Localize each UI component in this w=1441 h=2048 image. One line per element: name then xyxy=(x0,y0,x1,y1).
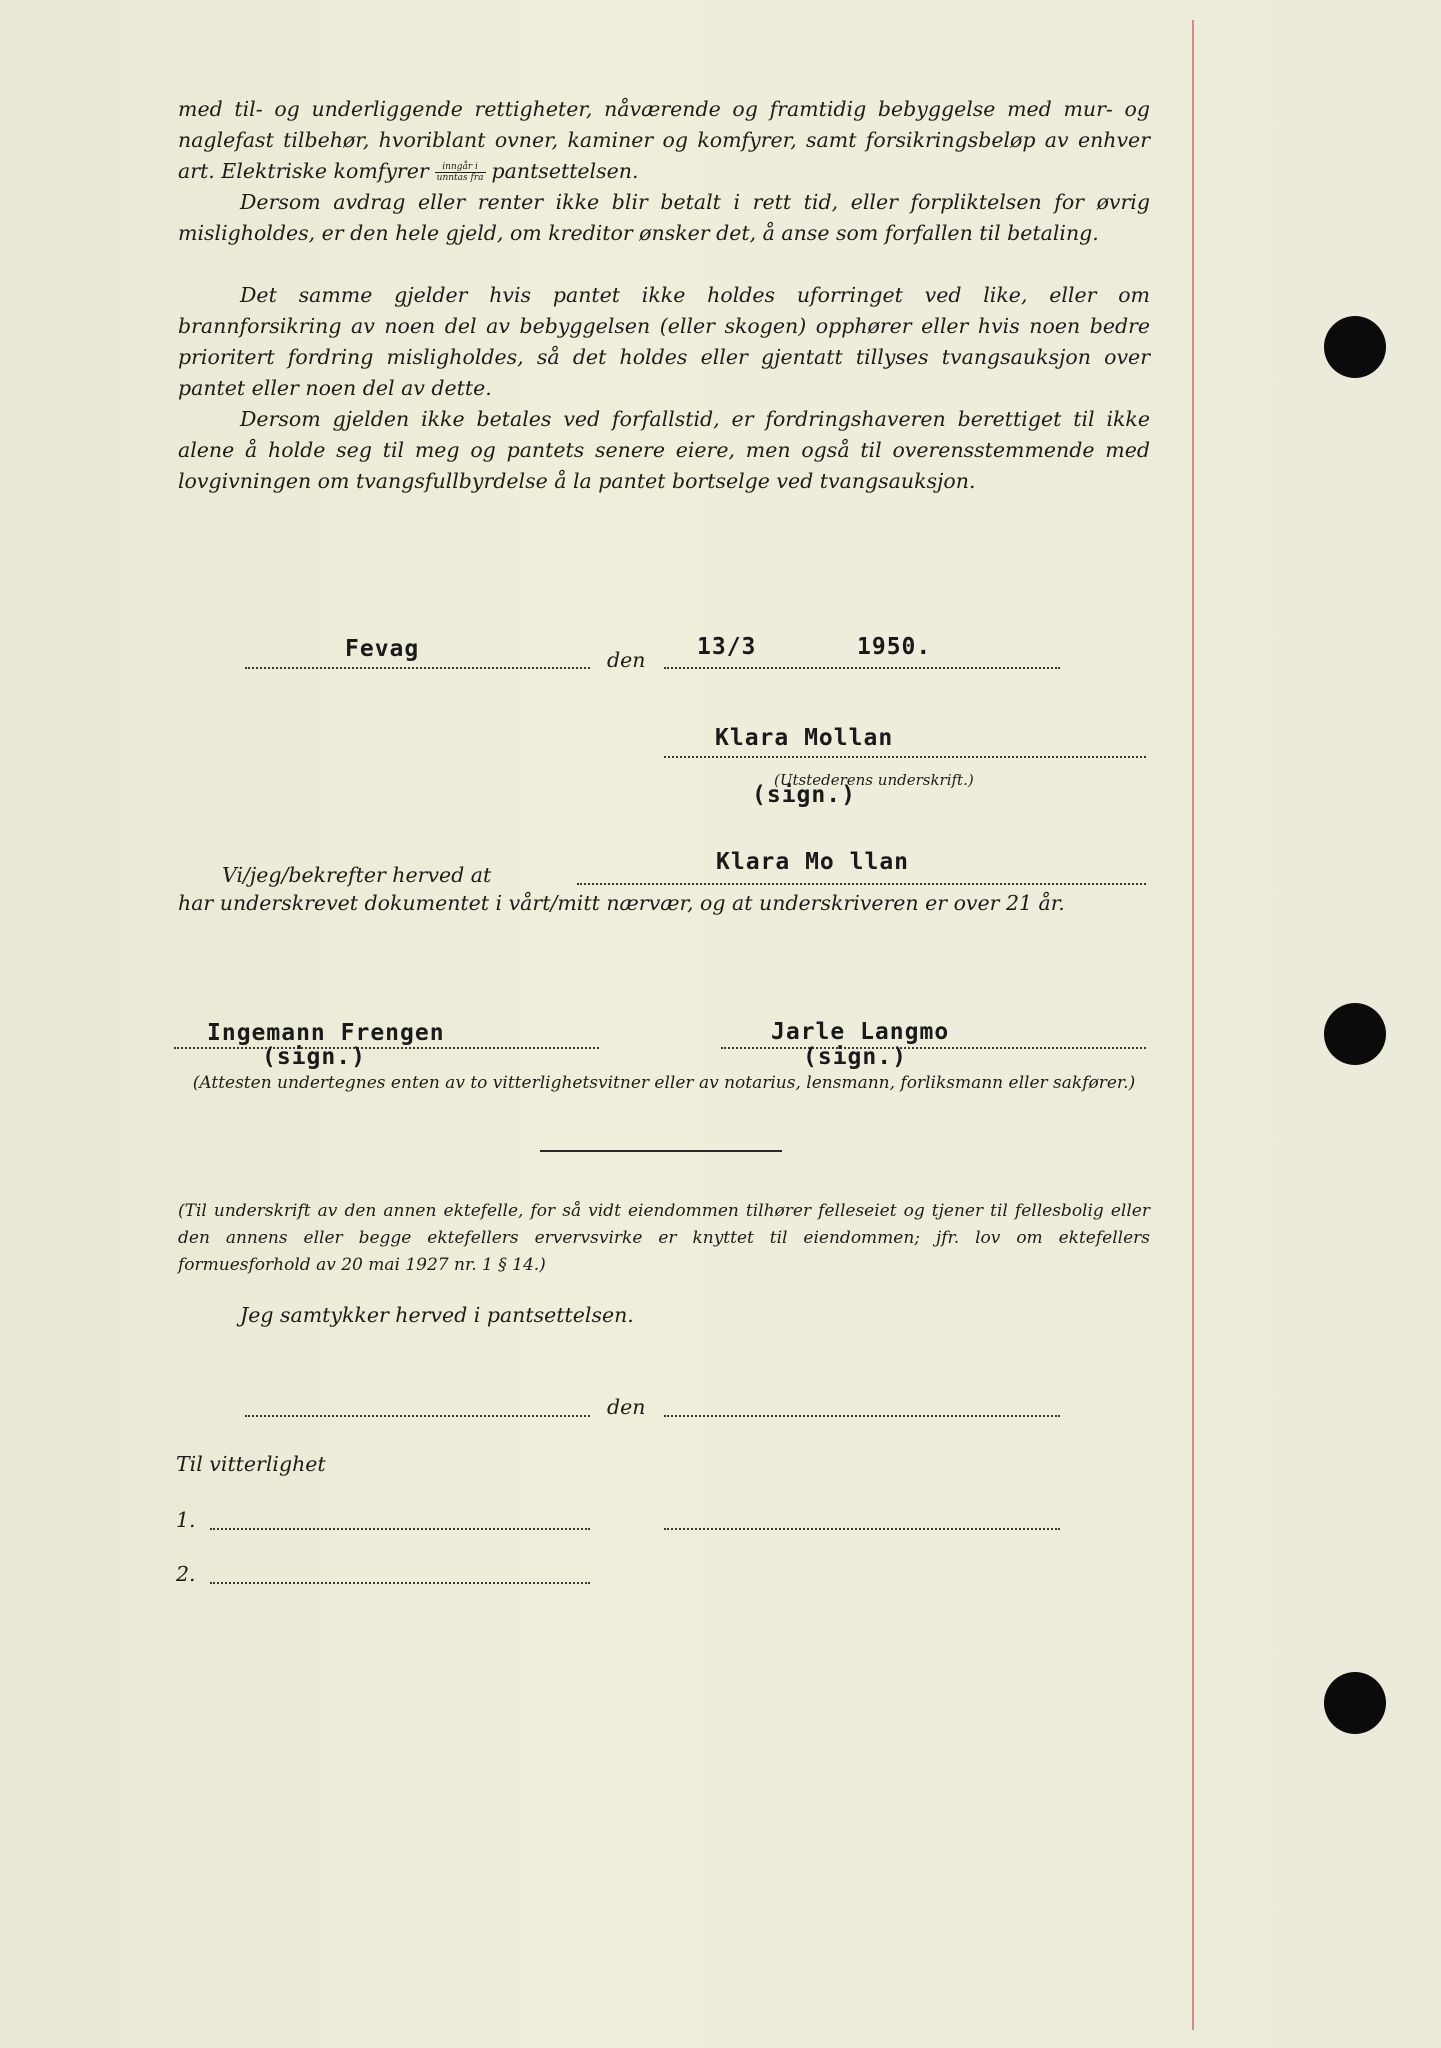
witness-number-2: 2. xyxy=(176,1562,196,1586)
date-day-month: 13/3 xyxy=(697,634,757,660)
consent-den-label: den xyxy=(607,1395,646,1419)
witness-left-name: Ingemann Frengen xyxy=(207,1020,445,1046)
section-divider xyxy=(540,1150,782,1152)
consent-witness-2-line xyxy=(210,1582,590,1584)
spouse-note: (Til underskrift av den annen ektefelle, for så vidt eiendommen tilhører felleseiet og tjener til fellesbolig eller den annens eller begge ektefellers ervervsvirke er knyttet til eiendommen; jfr. lov om ektefellers formuesforhold av 20 mai 1927 nr. 1 § 14.) xyxy=(178,1201,1150,1275)
attest-statement: har underskrevet dokumentet i vårt/mitt nærvær, og at underskriveren er over 21 år. xyxy=(178,891,1065,915)
issuer-signature-line xyxy=(664,756,1146,758)
witness-left-line xyxy=(174,1047,599,1049)
place-dotted-line xyxy=(245,667,590,669)
consent-statement: Jeg samtykker herved i pantsettelsen. xyxy=(240,1303,634,1327)
fraction-top: inngår i xyxy=(435,162,486,173)
consent-date-line xyxy=(664,1415,1060,1417)
witness-note: (Attesten undertegnes enten av to vitterlighetsvitner eller av notarius, lensmann, forliksmann eller sakfører.) xyxy=(192,1073,1136,1093)
witness-right-line xyxy=(721,1047,1146,1049)
paragraph-1-text: med til- og underliggende rettigheter, nåværende og framtidig bebyggelse med mur- og naglefast tilbehør, hvoriblant ovner, kaminer og komfyrer, samt forsikringsbeløp av enhver art. Elektriske komfyrer xyxy=(178,97,1150,183)
place-value: Fevag xyxy=(345,636,420,662)
vitterlighet-label: Til vitterlighet xyxy=(176,1452,326,1476)
consent-place-line xyxy=(245,1415,590,1417)
issuer-caption: (Utstederens underskrift.) xyxy=(774,771,974,789)
paragraph-impairment-terms: Det samme gjelder hvis pantet ikke holdes uforringet ved like, eller om brannforsikring av noen del av bebyggelsen (eller skogen) opphører eller hvis noen bedre prioritert fordring misligholdes, så det holdes eller gjentatt tillyses tvangsauksjon over pantet eller noen del av dette. xyxy=(178,283,1150,400)
fraction-bottom: unntas fra xyxy=(436,173,484,183)
punch-hole-bottom xyxy=(1324,1672,1386,1734)
witness-number-1: 1. xyxy=(176,1508,196,1532)
punch-hole-top xyxy=(1324,316,1386,378)
date-year: 1950. xyxy=(857,634,932,660)
consent-witness-1-line-right xyxy=(664,1528,1060,1530)
issuer-sign-note: (sign.) xyxy=(752,782,856,808)
witness-right-sign: (sign.) xyxy=(803,1044,907,1070)
den-label: den xyxy=(607,648,646,672)
paragraph-enforcement-terms: Dersom gjelden ikke betales ved forfallstid, er fordringshaveren berettiget til ikke alene å holde seg til meg og pantets senere eiere, men også til overensstemmende med lovgivningen om tvangsfullbyrdelse å la pantet bortselge ved tvangsauksjon. xyxy=(178,407,1150,493)
paragraph-1-end: pantsettelsen. xyxy=(491,159,639,183)
attest-name-line xyxy=(577,883,1146,885)
attest-prefix: Vi/jeg/bekrefter herved at xyxy=(222,863,492,887)
date-dotted-line xyxy=(664,667,1060,669)
paragraph-default-terms: Dersom avdrag eller renter ikke blir betalt i rett tid, eller forpliktelsen for øvrig misligholdes, er den hele gjeld, om kreditor ønsker det, å anse som forfallen til betaling. xyxy=(178,190,1150,245)
consent-witness-1-line xyxy=(210,1528,590,1530)
paragraph-pledge-scope xyxy=(178,94,1150,187)
red-margin-line xyxy=(1192,20,1194,2030)
fraction-inngar-unntas xyxy=(435,162,486,183)
punch-hole-middle xyxy=(1324,1003,1386,1065)
issuer-name: Klara Mollan xyxy=(715,725,894,751)
witness-left-sign: (sign.) xyxy=(262,1044,366,1070)
witness-right-name: Jarle Langmo xyxy=(771,1019,950,1045)
attest-name: Klara Mo llan xyxy=(716,849,910,875)
